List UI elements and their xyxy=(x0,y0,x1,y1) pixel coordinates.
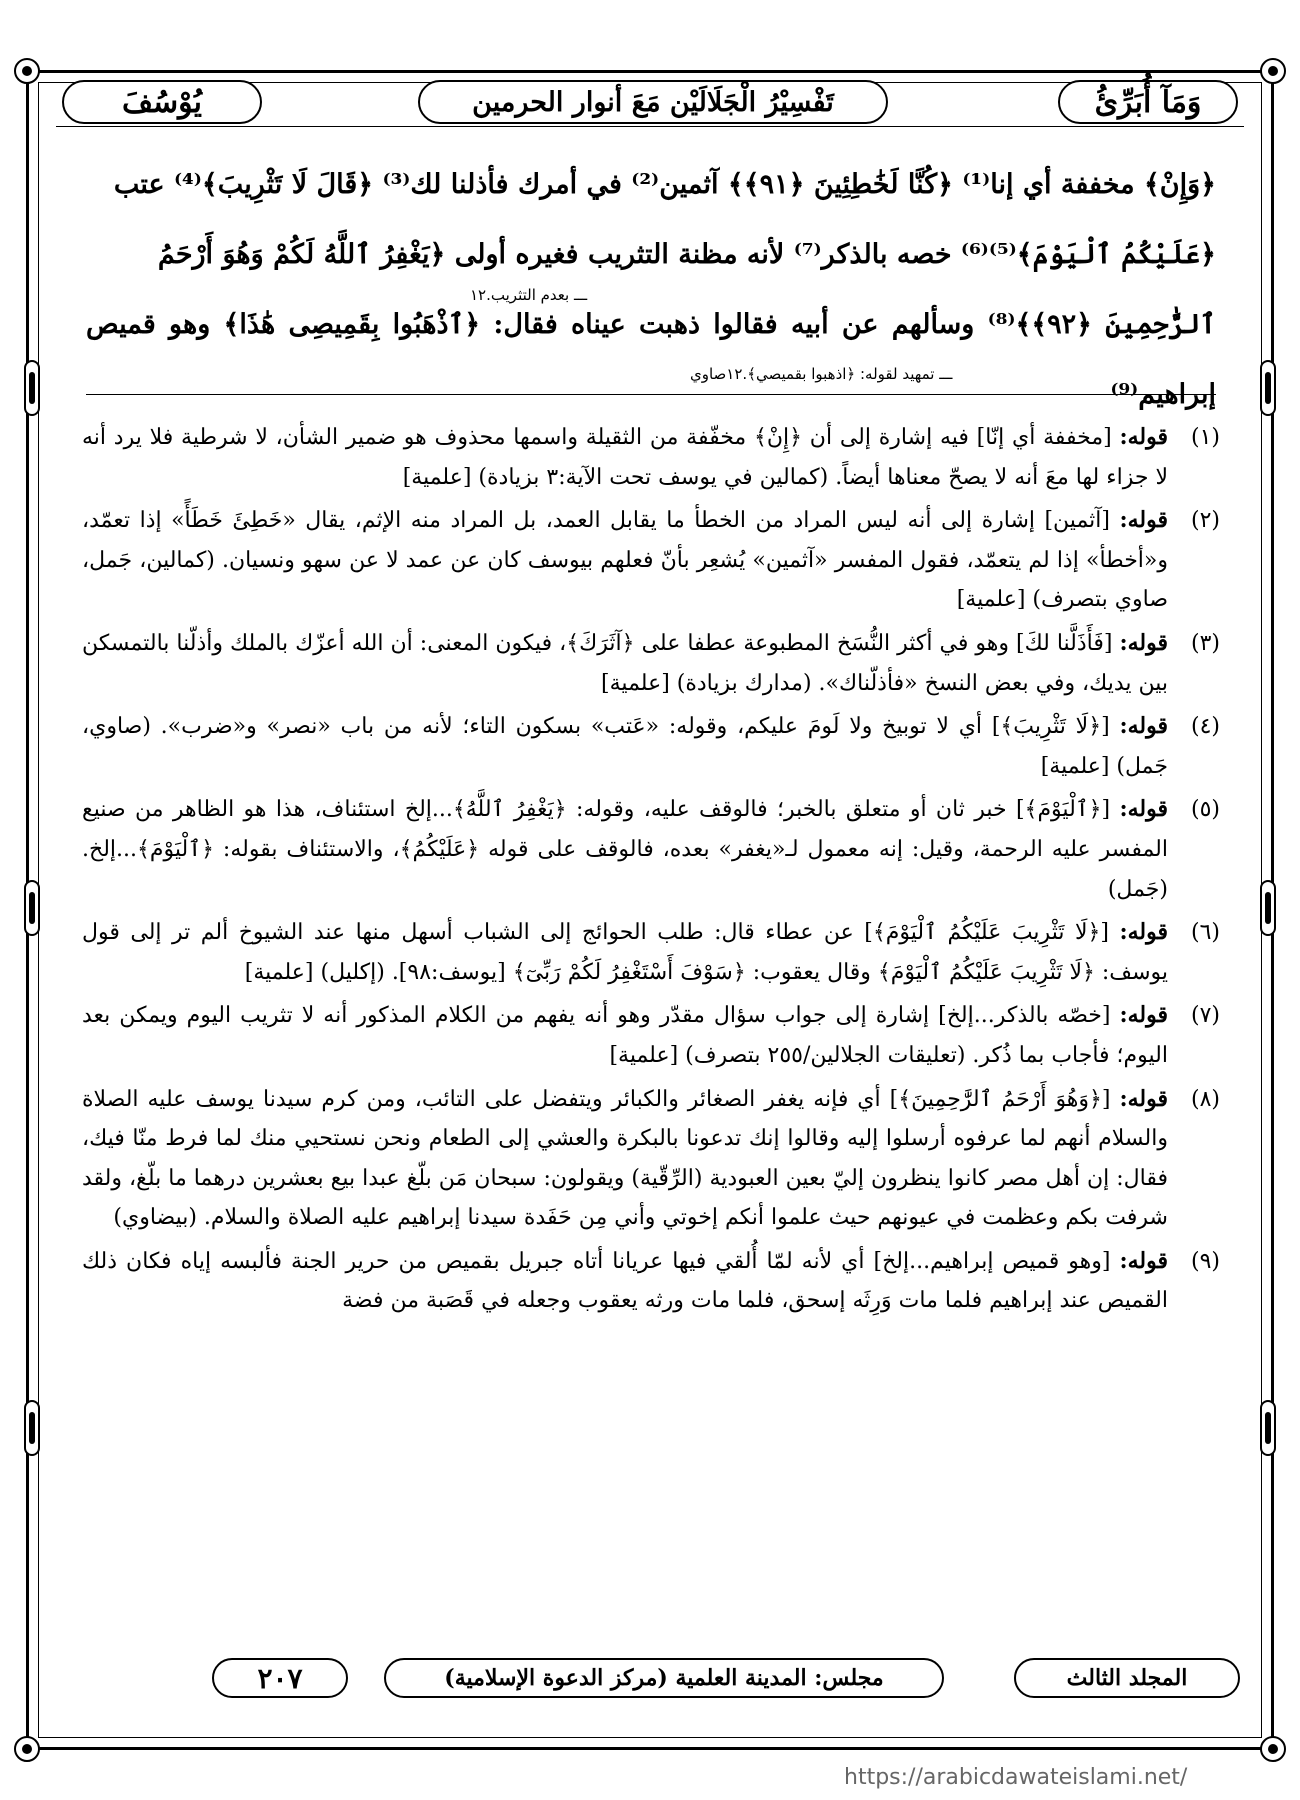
side-ornament xyxy=(24,1400,40,1456)
footnote-number: (٦) xyxy=(1190,920,1220,946)
footnote-number: (٥) xyxy=(1190,797,1220,823)
footnote-text: [﴿لَا تَثْرِيبَ﴾] أي لا توبيخ ولا لَومَ عليكم، وقوله: «عَتب» بسكون التاء؛ لأنه من باب «نصر» و«ضرب». (صاوي، جَمل) [علمية] xyxy=(82,714,1168,779)
footnote-label: قوله: xyxy=(1119,1247,1168,1274)
footnote-number: (٧) xyxy=(1190,1003,1220,1029)
corner-ornament xyxy=(1260,58,1286,84)
corner-ornament xyxy=(1260,1736,1286,1762)
corner-ornament xyxy=(14,1736,40,1762)
footnote-number: (١) xyxy=(1190,425,1220,450)
side-ornament xyxy=(1260,880,1276,936)
header-book-title: تَفْسِيْرُ الْجَلَالَيْن مَعَ أنوار الحرمين xyxy=(418,80,888,124)
footnote-label: قوله: xyxy=(1119,629,1168,656)
page-number: ٢٠٧ xyxy=(212,1658,348,1698)
footnote-label: قوله: xyxy=(1119,713,1168,740)
side-ornament xyxy=(24,360,40,416)
footnote-label: قوله: xyxy=(1119,919,1168,946)
footnote-label: قوله: xyxy=(1119,424,1168,450)
side-ornament xyxy=(24,880,40,936)
footnote-text: [﴿لَا تَثْرِيبَ عَلَيْكُمُ ٱلْيَوْمَ﴾] عن عطاء قال: طلب الحوائج إلى الشباب أسهل منها عند الشيوخ ألم تر إلى قول يوسف: ﴿لَا تَثْرِيبَ عَلَيْكُمُ ٱلْيَوْمَ﴾ وقال يعقوب: ﴿سَوْفَ أَسْتَغْفِرُ لَكُمْ رَبِّىٓ﴾ [يوسف:٩٨]. (إكليل) [علمية] xyxy=(82,920,1168,985)
footnote-text: [مخففة أي إنّا] فيه إشارة إلى أن ﴿إِنْ﴾ مخفّفة من الثقيلة واسمها محذوف هو ضمير الشأن، لا شرطية فلا يرد أنه لا جزاء لها معَ أنه لا يصحّ معناها أيضاً. (كمالين في يوسف تحت الآية:٣ بزيادة) [علمية] xyxy=(82,425,1168,490)
footnote-text: [وهو قميص إبراهيم...إلخ] أي لأنه لمّا أُلقي فيها عريانا أتاه جبريل بقميص من حرير الجنة فألبسه إياه فكان ذلك القميص عند إبراهيم فلما مات وَرِثَه إسحق، فلما مات ورثه يعقوب وجعله في قَصَبة من فضة xyxy=(82,1248,1168,1314)
footer-volume: المجلد الثالث xyxy=(1014,1658,1240,1698)
footnote-label: قوله: xyxy=(1119,1002,1168,1029)
footnote-label: قوله: xyxy=(1119,796,1169,823)
footer-publisher: مجلس: المدينة العلمية (مركز الدعوة الإسلامية) xyxy=(384,1658,944,1698)
footnote-label: قوله: xyxy=(1119,507,1168,534)
footnote-text: [فَأَذَلَّنا لكَ] وهو في أكثر النُّسَخ المطبوعة عطفا على ﴿آثَرَكَ﴾، فيكون المعنى: أن الله أعزّك بالملك وأذلّنا بالتمسكن بين يديك، وفي بعض النسخ «فأذلّناك». (مدارك بزيادة) [علمية] xyxy=(82,630,1168,696)
tafsir-line: ﴿وَإِنْ﴾ مخففة أي إنا⁽¹⁾ ﴿كُنَّا لَخَٰطِئِينَ ﴿٩١﴾﴾ آثمين⁽²⁾ في أمرك فأذلنا لك⁽³⁾ ﴿قَالَ لَا تَثْرِيبَ﴾⁽⁴⁾ عتب xyxy=(113,169,1216,200)
footnote xyxy=(82,1080,1220,1238)
watermark-url: https://arabicdawateislami.net/ xyxy=(844,1765,1188,1790)
footnotes-section xyxy=(82,418,1220,1321)
tafsir-line: ﴿عَلَيْكُمُ ٱلْيَوْمَ﴾⁽⁵⁾⁽⁶⁾ خصه بالذكر⁽⁷⁾ لأنه مظنة التثريب فغيره أولى ﴿يَغْفِرُ ٱللَّهُ لَكُمْ وَهُوَ أَرْحَمُ xyxy=(157,239,1216,270)
side-ornament xyxy=(1260,1400,1276,1456)
footnote xyxy=(82,996,1220,1075)
footnote xyxy=(82,1242,1220,1321)
footnote xyxy=(82,790,1220,909)
footnote xyxy=(82,418,1220,497)
margin-note: ـــ بعدم التثريب.١٢ xyxy=(470,286,588,304)
tafsir-line: ٱلرَّٰحِمِينَ ﴿٩٢﴾﴾⁽⁸⁾ وسألهم عن أبيه فقالوا ذهبت عيناه فقال: ﴿ٱذْهَبُوا بِقَمِيصِى هَٰذَا﴾ وهو قميص إبراهيم⁽⁹⁾ xyxy=(86,309,1216,410)
footnote xyxy=(82,913,1220,992)
footnote xyxy=(82,707,1220,786)
footnote-text: [آثمين] إشارة إلى أنه ليس المراد من الخطأ ما يقابل العمد، بل المراد منه الإثم، يقال «خَطِئَ خَطَأً» إذا تعمّد، و«أخطأ» إذا لم يتعمّد، فقول المفسر «آثمين» يُشعِر بأنّ فعلهم بيوسف كان عن عمد لا عن سهو ونسيان. (كمالين، جَمل، صاوي بتصرف) [علمية] xyxy=(82,508,1168,613)
text-separator xyxy=(86,394,1216,395)
footnote-label: قوله: xyxy=(1119,1085,1169,1112)
footnote-text: [﴿ٱلْيَوْمَ﴾] خبر ثان أو متعلق بالخبر؛ فالوقف عليه، وقوله: ﴿يَغْفِرُ ٱللَّهُ﴾...إلخ استئناف، هذا هو الظاهر من صنيع المفسر عليه الرحمة، وقيل: إنه معمول لـ«يغفر» بعده، فالوقف على قوله ﴿عَلَيْكُمُ﴾، والاستئناف بقوله: ﴿ٱلْيَوْمَ﴾...إلخ. (جَمل) xyxy=(82,797,1168,902)
footnote-number: (٢) xyxy=(1190,508,1220,534)
footnote-number: (٣) xyxy=(1190,630,1220,656)
margin-note: ـــ تمهيد لقوله: ﴿اذهبوا بقميصي﴾.١٢صاوي xyxy=(690,365,953,383)
header-juz-title: وَمَآ أُبَرِّئُ xyxy=(1058,80,1238,124)
header-surah-name: يُوْسُفَ xyxy=(62,80,262,124)
side-ornament xyxy=(1260,360,1276,416)
tafsir-main-text xyxy=(86,150,1216,430)
footnote xyxy=(82,624,1220,703)
footnote xyxy=(82,501,1220,620)
footnote-number: (٤) xyxy=(1190,714,1220,740)
header-rule xyxy=(56,126,1244,127)
corner-ornament xyxy=(14,58,40,84)
footnote-number: (٩) xyxy=(1190,1248,1220,1274)
footnote-number: (٨) xyxy=(1190,1086,1220,1112)
footnote-text: [خصّه بالذكر...إلخ] إشارة إلى جواب سؤال مقدّر وهو أنه يفهم من الكلام المذكور أنه لا تثريب اليوم ويمكن بعد اليوم؛ فأجاب بما ذُكر. (تعليقات الجلالين/٢٥٥ بتصرف) [علمية] xyxy=(82,1003,1168,1068)
footnote-text: [﴿وَهُوَ أَرْحَمُ ٱلرَّٰحِمِينَ﴾] أي فإنه يغفر الصغائر والكبائر ويتفضل على التائب، ومن كرم سيدنا يوسف عليه الصلاة والسلام أنهم لما عرفوه أرسلوا إليه وقالوا إنك تدعونا بالبكرة والعشي إلى الطعام ونحن نستحيي منك لما فرط منّا فيك، فقال: إن أهل مصر كانوا ينظرون إليّ بعين العبودية (الرِّقّية) ويقولون: سبحان مَن بلّغ عبدا بيع بعشرين درهما ما بلّغ، ولقد شرفت بكم وعظمت في عيونهم حيث علموا أنكم إخوتي وأني مِن حَفَدة سيدنا إبراهيم عليه الصلاة والسلام. (بيضاوي) xyxy=(82,1086,1168,1231)
